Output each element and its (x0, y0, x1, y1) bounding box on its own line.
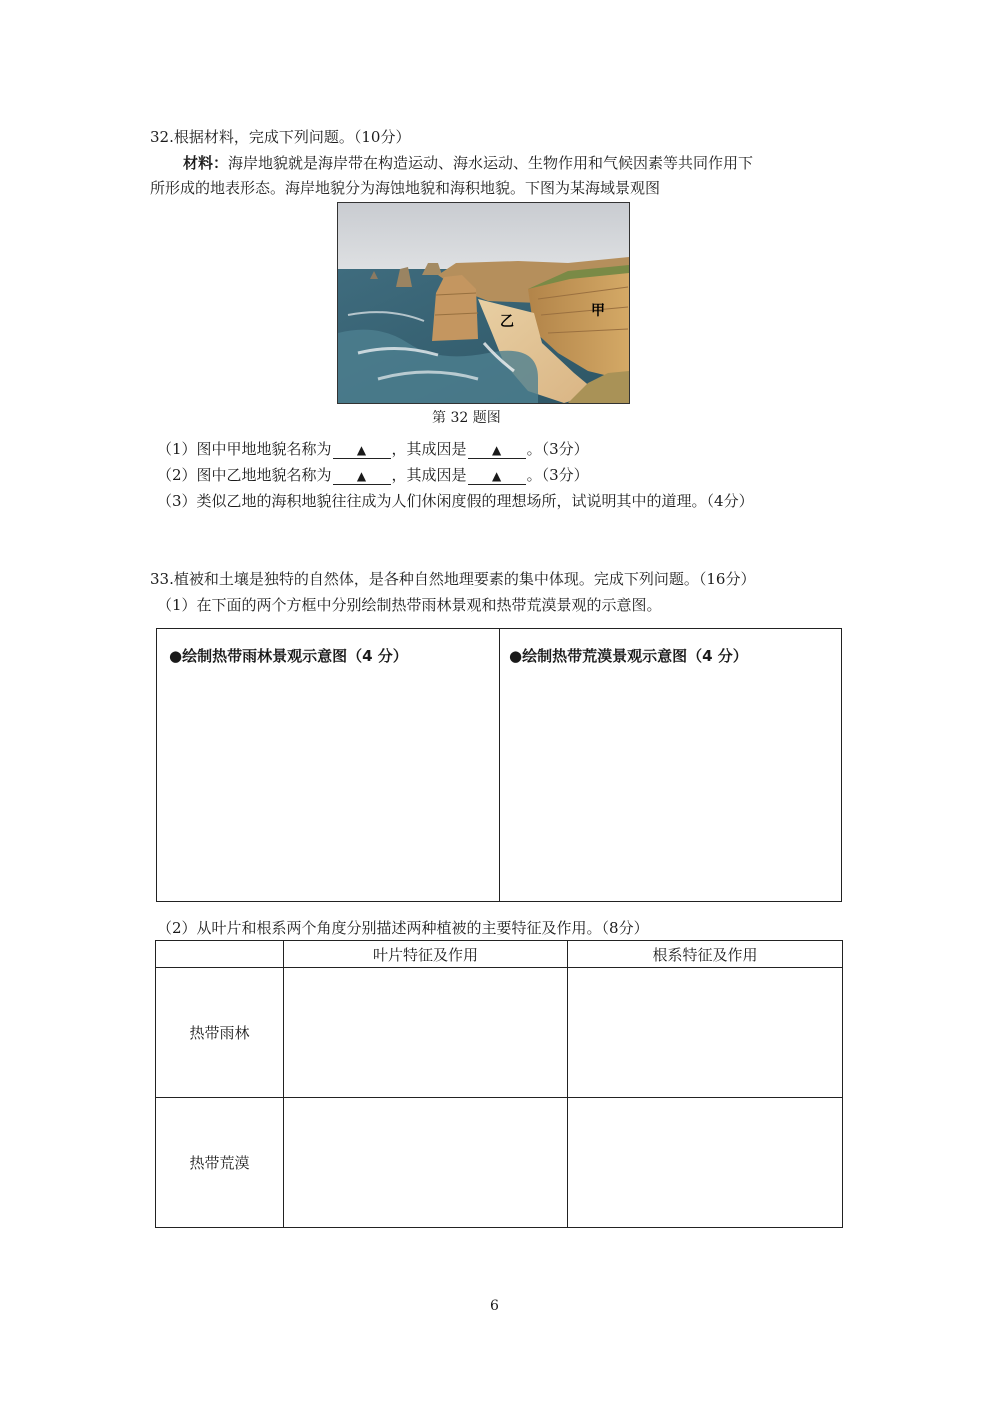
coast-photo-drawing (338, 203, 629, 403)
answer-blank[interactable] (333, 441, 391, 459)
q32-sub1 (157, 439, 589, 459)
material-text-1: 海岸地貌就是海岸带在构造运动、海水运动、生物作用和气候因素等共同作用下 (228, 154, 754, 172)
q32-sub3: （3）类似乙地的海积地貌往往成为人们休闲度假的理想场所，试说明其中的道理。（4分） (157, 492, 754, 510)
table-row (156, 968, 843, 1098)
q32-material-line1 (183, 153, 753, 173)
vegetation-table (155, 940, 843, 1228)
coast-landscape-photo (337, 202, 630, 404)
desert-drawing-area[interactable] (500, 629, 841, 901)
triangle-mark: ▲ (356, 443, 367, 457)
q32-sub2-text-b: ，其成因是 (391, 466, 467, 484)
triangle-mark: ▲ (491, 443, 502, 457)
material-label: 材料： (183, 154, 229, 172)
table-header-leaf: 叶片特征及作用 (284, 941, 568, 968)
photo-label-jia: 甲 (591, 303, 605, 319)
q32-material-line2: 所形成的地表形态。海岸地貌分为海蚀地貌和海积地貌。下图为某海域景观图 (150, 179, 661, 197)
answer-blank[interactable] (333, 467, 391, 485)
q32-sub2-text-c: 。（3分） (526, 466, 589, 484)
photo-label-yi: 乙 (500, 314, 514, 330)
rainforest-drawing-title: ●绘制热带雨林景观示意图（4 分） (169, 647, 408, 665)
answer-cell[interactable] (284, 968, 568, 1098)
figure-caption: 第 32 题图 (432, 410, 501, 426)
q32-sub2 (157, 465, 589, 485)
q32-sub1-text-c: 。（3分） (526, 440, 589, 458)
answer-cell[interactable] (284, 1098, 568, 1228)
q32-sub1-text-b: ，其成因是 (391, 440, 467, 458)
q33-title: 33.植被和土壤是独特的自然体，是各种自然地理要素的集中体现。完成下列问题。（16分） (150, 570, 756, 588)
q32-sub2-text-a: （2）图中乙地地貌名称为 (157, 466, 332, 484)
rainforest-drawing-area[interactable] (157, 629, 499, 901)
answer-blank[interactable] (468, 441, 526, 459)
q33-sub2: （2）从叶片和根系两个角度分别描述两种植被的主要特征及作用。（8分） (157, 919, 649, 937)
row-label-desert: 热带荒漠 (156, 1098, 284, 1228)
answer-cell[interactable] (568, 968, 843, 1098)
table-header-root: 根系特征及作用 (568, 941, 843, 968)
q32-title: 32.根据材料，完成下列问题。（10分） (150, 128, 411, 146)
triangle-mark: ▲ (491, 469, 502, 483)
q32-sub1-text-a: （1）图中甲地地貌名称为 (157, 440, 332, 458)
table-header-row (156, 941, 843, 968)
triangle-mark: ▲ (356, 469, 367, 483)
desert-drawing-title: ●绘制热带荒漠景观示意图（4 分） (509, 647, 748, 665)
table-header-empty (156, 941, 284, 968)
row-label-rainforest: 热带雨林 (156, 968, 284, 1098)
answer-cell[interactable] (568, 1098, 843, 1228)
answer-blank[interactable] (468, 467, 526, 485)
drawing-boxes (156, 628, 842, 902)
page-number: 6 (490, 1298, 499, 1314)
q33-sub1: （1）在下面的两个方框中分别绘制热带雨林景观和热带荒漠景观的示意图。 (157, 596, 662, 614)
table-row (156, 1098, 843, 1228)
